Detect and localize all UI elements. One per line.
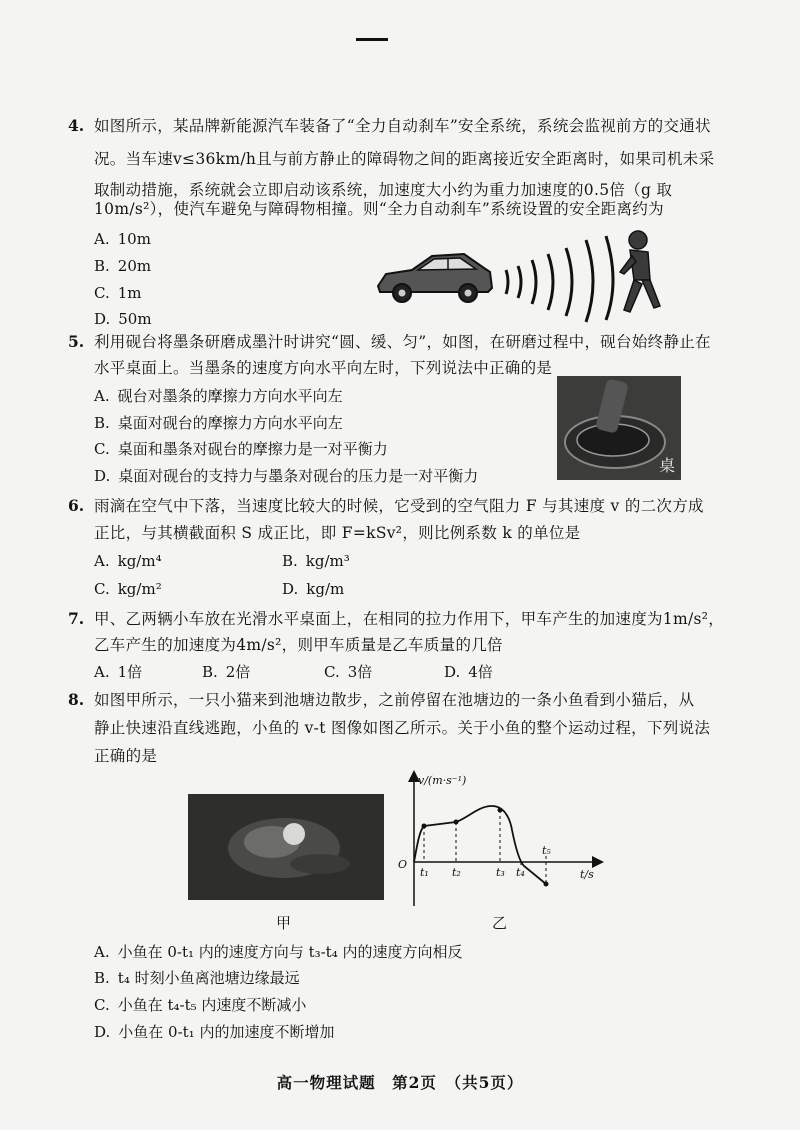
- signal-waves-icon: [506, 236, 613, 322]
- tick-t4: t₄: [516, 866, 525, 879]
- q6-line-1: 雨滴在空气中下落，当速度比较大的时候，它受到的空气阻力 F 与其速度 v 的二次方成: [94, 497, 704, 515]
- q5-option-d[interactable]: D. 桌面对砚台的支持力与墨条对砚台的压力是一对平衡力: [94, 467, 479, 485]
- q5-option-b[interactable]: B. 桌面对砚台的摩擦力方向水平向左: [94, 414, 343, 432]
- tick-t5: t₅: [542, 844, 551, 857]
- desk-label: 桌: [658, 456, 675, 475]
- q6-option-d[interactable]: D. kg/m: [282, 580, 345, 598]
- q4-option-c[interactable]: C. 1m: [94, 284, 142, 302]
- q4-line-1: 如图所示，某品牌新能源汽车装备了“全力自动刹车”安全系统，系统会监视前方的交通状: [94, 117, 711, 135]
- q6-line-2: 正比，与其横截面积 S 成正比，即 F=kSv²，则比例系数 k 的单位是: [94, 524, 581, 542]
- q4-line-2: 况。当车速v≤36km/h且与前方静止的障碍物之间的距离接近安全距离时，如果司机未采: [94, 150, 715, 168]
- tick-t3: t₃: [496, 866, 505, 879]
- q7-number: 7.: [68, 609, 85, 628]
- q6-option-a[interactable]: A. kg/m⁴: [94, 552, 162, 570]
- cat-fish-photo: [188, 794, 384, 900]
- q7-option-d[interactable]: D. 4倍: [444, 663, 493, 681]
- q7-option-b[interactable]: B. 2倍: [202, 663, 251, 681]
- x-axis-label: t/s: [580, 868, 594, 881]
- q7-line-1: 甲、乙两辆小车放在光滑水平桌面上，在相同的拉力作用下，甲车产生的加速度为1m/s²，: [94, 610, 725, 628]
- q4-number: 4.: [68, 116, 85, 135]
- q4-option-a[interactable]: A. 10m: [94, 230, 151, 248]
- q6-option-b[interactable]: B. kg/m³: [282, 552, 350, 570]
- inkstone-photo: [557, 376, 681, 480]
- q6-number: 6.: [68, 496, 85, 515]
- tick-t2: t₂: [452, 866, 461, 879]
- page-footer: 高一物理试题 第2页 （共5页）: [276, 1073, 524, 1092]
- q8-option-c[interactable]: C. 小鱼在 t₄-t₅ 内速度不断减小: [94, 996, 307, 1014]
- q8-number: 8.: [68, 690, 85, 709]
- vt-graph: [396, 770, 606, 910]
- car-icon: [378, 254, 492, 302]
- q5-option-a[interactable]: A. 砚台对墨条的摩擦力方向水平向左: [94, 387, 343, 405]
- q5-number: 5.: [68, 332, 85, 351]
- q5-option-c[interactable]: C. 桌面和墨条对砚台的摩擦力是一对平衡力: [94, 440, 388, 458]
- figure-b-caption: 乙: [492, 914, 508, 932]
- top-mark: [356, 38, 388, 41]
- q8-line-1: 如图甲所示，一只小猫来到池塘边散步，之前停留在池塘边的一条小鱼看到小猫后，从: [94, 691, 695, 709]
- q7-option-c[interactable]: C. 3倍: [324, 663, 373, 681]
- q8-option-d[interactable]: D. 小鱼在 0-t₁ 内的加速度不断增加: [94, 1023, 335, 1041]
- q5-line-1: 利用砚台将墨条研磨成墨汁时讲究“圆、缓、匀”，如图，在研磨过程中，砚台始终静止在: [94, 333, 711, 351]
- q4-line-3: 取制动措施，系统就会立即启动该系统，加速度大小约为重力加速度的0.5倍（g 取: [94, 181, 673, 199]
- figure-a-caption: 甲: [276, 914, 292, 932]
- q7-option-a[interactable]: A. 1倍: [94, 663, 143, 681]
- car-pedestrian-illustration: [372, 226, 672, 324]
- q4-line-4: 10m/s²），使汽车避免与障碍物相撞。则“全力自动刹车”系统设置的安全距离约为: [94, 200, 664, 218]
- q8-line-2: 静止快速沿直线逃跑，小鱼的 v-t 图像如图乙所示。关于小鱼的整个运动过程，下列说法: [94, 719, 711, 737]
- q8-option-b[interactable]: B. t₄ 时刻小鱼离池塘边缘最远: [94, 969, 300, 987]
- velocity-curve: [414, 806, 546, 884]
- y-axis-label: v/(m·s⁻¹): [418, 774, 467, 787]
- q7-line-2: 乙车产生的加速度为4m/s²，则甲车质量是乙车质量的几倍: [94, 636, 503, 654]
- q8-option-a[interactable]: A. 小鱼在 0-t₁ 内的速度方向与 t₃-t₄ 内的速度方向相反: [94, 943, 463, 961]
- q4-option-b[interactable]: B. 20m: [94, 257, 152, 275]
- q4-option-d[interactable]: D. 50m: [94, 310, 152, 328]
- q8-line-3: 正确的是: [94, 747, 158, 765]
- pedestrian-icon: [620, 231, 660, 312]
- q5-line-2: 水平桌面上。当墨条的速度方向水平向左时，下列说法中正确的是: [94, 359, 553, 377]
- tick-t1: t₁: [420, 866, 429, 879]
- q6-option-c[interactable]: C. kg/m²: [94, 580, 162, 598]
- origin-label: O: [398, 858, 408, 871]
